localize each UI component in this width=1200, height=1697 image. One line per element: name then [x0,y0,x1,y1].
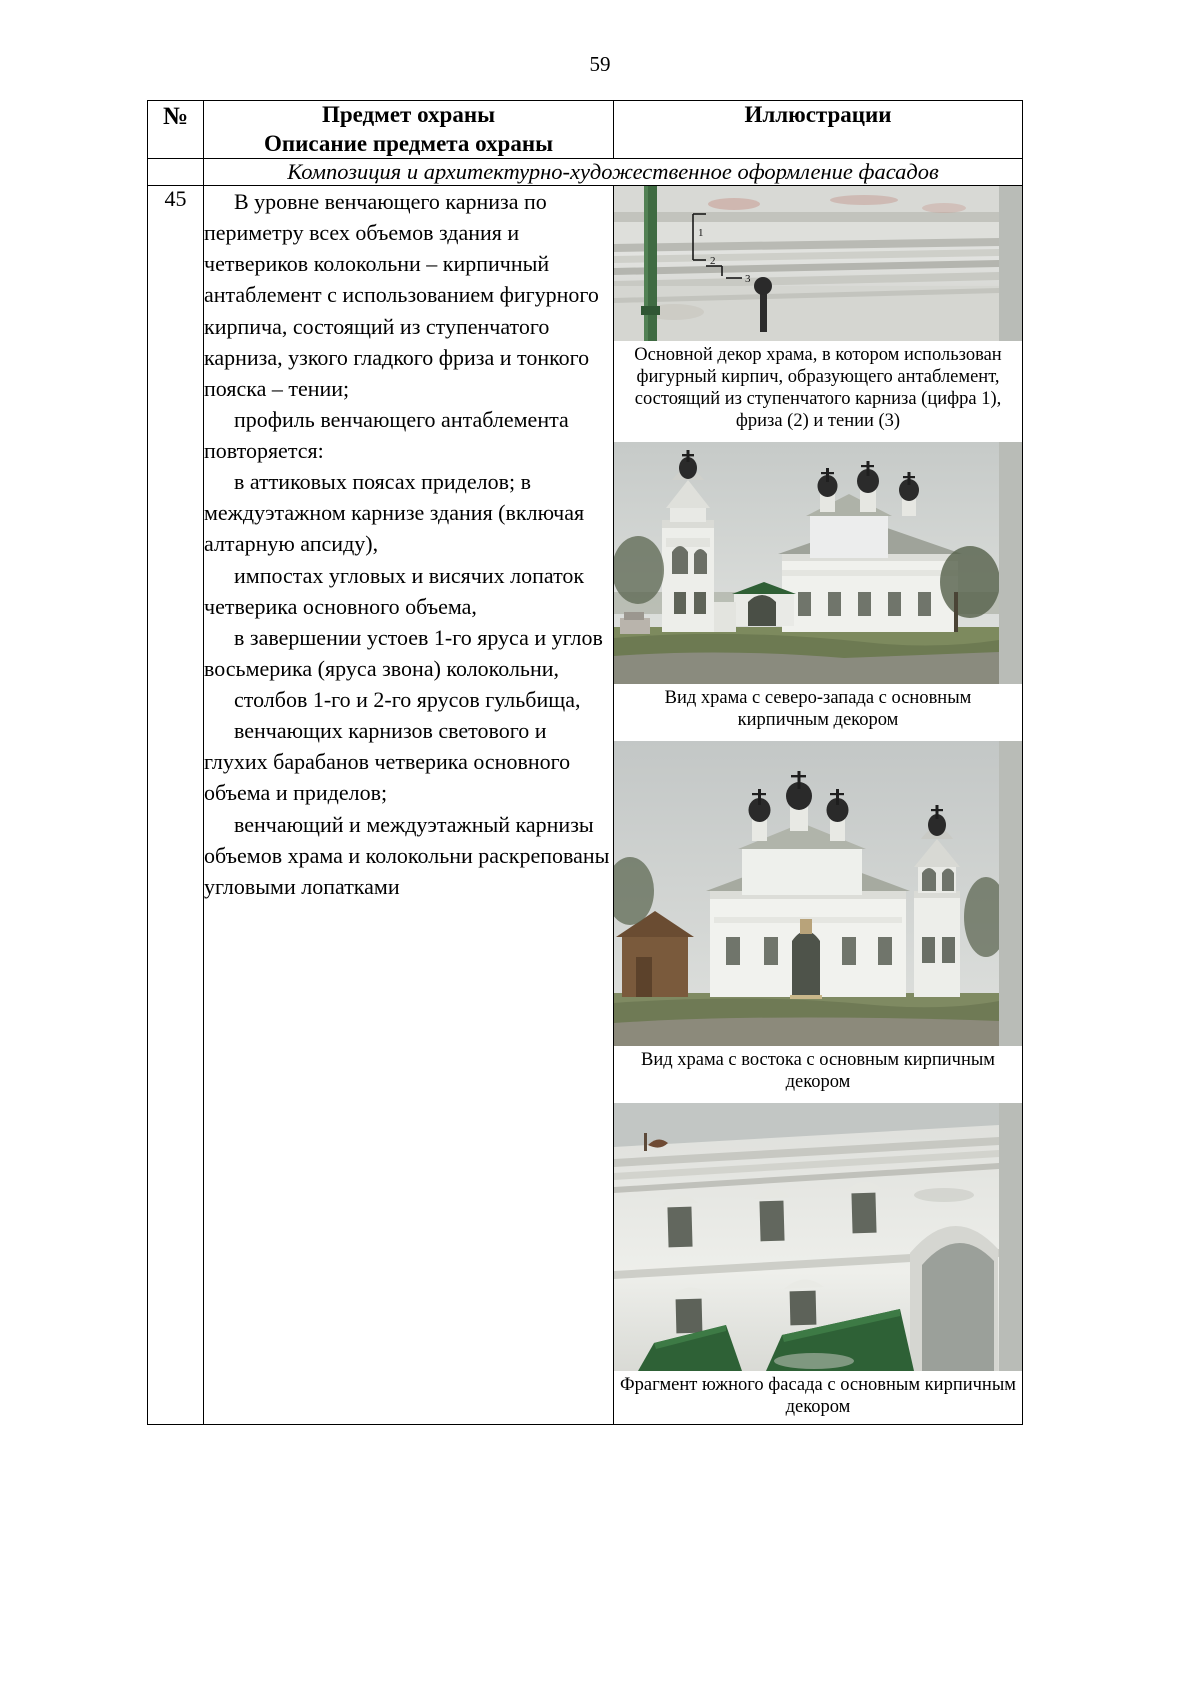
figure-caption-south-facade: Фрагмент южного фасада с основным кирпичным декором [620,1375,1016,1418]
figure-church-northwest [614,442,1022,737]
column-header-subject-line1: Предмет охраны [321,102,496,127]
figure-caption-church-northwest: Вид храма с северо-запада с основным кирпичным декором [664,688,972,731]
church-northwest-photo [614,442,1022,684]
figure-caption-church-east: Вид храма с востока с основным кирпичным декором [641,1050,995,1093]
figure-cornice-detail [614,186,1022,438]
row-number: 45 [148,186,204,1425]
column-header-number: № [148,101,204,159]
column-header-subject [204,101,614,159]
figure-caption-cornice-detail: Основной декор храма, в котором использован фигурный кирпич, образующего антаблемент, состоящий из ступенчатого карниза (цифра 1), фриза (2) и тении (3) [634,345,1002,432]
svg-text:1: 1 [698,227,704,240]
column-header-subject-line2: Описание предмета охраны [263,130,554,156]
description-paragraph-8: венчающий и междуэтажный карнизы объемов храма и колокольни раскрепованы угловыми лопатками [204,811,610,899]
table-header-row [148,101,1023,159]
figure-church-east [614,741,1022,1099]
svg-text:2: 2 [710,255,716,268]
description-paragraph-1: В уровне венчающего карниза по периметру всех объемов здания и четвериков колокольни – кирпичный антаблемент с использованием фигурного кирпича, состоящий из ступенчатого карниза, узкого гладкого фриза и тонкого пояска – тении; [204,189,599,401]
column-header-illustrations: Иллюстрации [614,101,1023,159]
section-subtitle-number-cell [148,159,204,186]
description-paragraph-6: столбов 1-го и 2-го ярусов гульбища, [234,687,581,713]
description-paragraph-3: в аттиковых поясах приделов; в междуэтажном карнизе здания (включая алтарную апсиду), [204,469,585,557]
description-paragraph-2: профиль венчающего антаблемента повторяется: [204,406,569,464]
row-illustrations [614,186,1023,1425]
south-facade-fragment-photo [614,1103,1022,1371]
svg-text:3: 3 [745,273,751,286]
protection-subject-table [147,100,1023,1425]
description-paragraph-4: импостах угловых и висячих лопаток четверика основного объема, [204,562,585,619]
section-subtitle: Композиция и архитектурно-художественное оформление фасадов [204,159,1023,186]
section-subtitle-row [148,159,1023,186]
table-row [148,186,1023,1425]
cornice-detail-photo [614,186,1022,341]
page-number: 59 [589,52,611,76]
figure-south-facade [614,1103,1022,1424]
row-description [204,186,614,1425]
description-paragraph-7: венчающих карнизов светового и глухих барабанов четверика основного объема и приделов; [204,718,571,806]
church-east-photo [614,741,1022,1046]
description-paragraph-5: в завершении устоев 1-го яруса и углов восьмерика (яруса звона) колокольни, [204,624,603,681]
